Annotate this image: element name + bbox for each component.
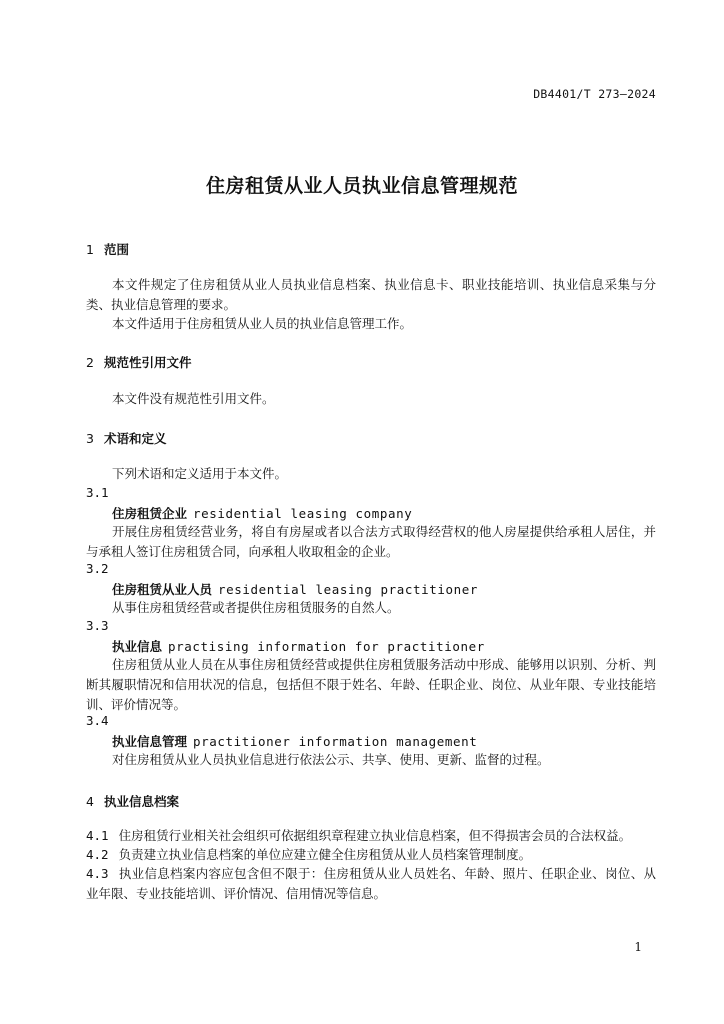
section-number: 1 [86, 242, 94, 257]
term-chinese: 执业信息 [112, 639, 163, 654]
term-english: practising information for practitioner [168, 639, 485, 654]
section-title: 规范性引用文件 [104, 355, 192, 370]
paragraph: 本文件规定了住房租赁从业人员执业信息档案、执业信息卡、职业技能培训、执业信息采集与分类、执业信息管理的要求。 [86, 277, 656, 312]
term-number: 3.4 [86, 713, 109, 728]
term-definition: 从事住房租赁经营或者提供住房租赁服务的自然人。 [112, 600, 400, 615]
section-2-heading [86, 353, 192, 371]
clause-number: 4.1 [86, 828, 109, 843]
standard-code: DB4401/T 273—2024 [533, 87, 656, 101]
term-entry [112, 732, 477, 750]
paragraph: 下列术语和定义适用于本文件。 [112, 466, 288, 481]
clause-number: 4.3 [86, 866, 109, 881]
section-number: 4 [86, 794, 94, 809]
page-number: 1 [634, 940, 642, 954]
section-3-heading [86, 429, 167, 447]
term-entry [112, 580, 478, 598]
term-entry [112, 504, 412, 522]
term-entry [112, 637, 485, 655]
section-number: 2 [86, 355, 94, 370]
paragraph: 本文件适用于住房租赁从业人员的执业信息管理工作。 [112, 316, 413, 331]
clause-text: 住房租赁行业相关社会组织可依据组织章程建立执业信息档案，但不得损害会员的合法权益。 [118, 828, 632, 843]
term-definition: 开展住房租赁经营业务，将自有房屋或者以合法方式取得经营权的他人房屋提供给承租人居住，并与承租人签订住房租赁合同，向承租人收取租金的企业。 [86, 524, 656, 559]
clause-number: 4.2 [86, 847, 109, 862]
term-english: practitioner information management [193, 734, 478, 749]
clause [86, 845, 656, 865]
clause [86, 826, 656, 846]
term-number: 3.2 [86, 561, 109, 576]
paragraph: 本文件没有规范性引用文件。 [112, 391, 275, 406]
term-english: residential leasing company [193, 506, 413, 521]
section-title: 范围 [104, 242, 130, 257]
section-4-heading [86, 792, 179, 810]
section-title: 执业信息档案 [104, 794, 180, 809]
clause-text: 执业信息档案内容应包含但不限于：住房租赁从业人员姓名、年龄、照片、任职企业、岗位、从业年限、专业技能培训、评价情况、信用情况等信息。 [86, 866, 656, 901]
term-chinese: 住房租赁企业 [112, 506, 188, 521]
term-chinese: 执业信息管理 [112, 734, 188, 749]
term-english: residential leasing practitioner [218, 582, 479, 597]
section-1-heading [86, 240, 129, 258]
clause [86, 864, 656, 904]
term-chinese: 住房租赁从业人员 [112, 582, 213, 597]
clause-text: 负责建立执业信息档案的单位应建立健全住房租赁从业人员档案管理制度。 [118, 847, 532, 862]
section-title: 术语和定义 [104, 431, 167, 446]
term-number: 3.3 [86, 618, 109, 633]
document-title: 住房租赁从业人员执业信息管理规范 [205, 175, 518, 197]
term-number: 3.1 [86, 485, 109, 500]
term-definition: 对住房租赁从业人员执业信息进行依法公示、共享、使用、更新、监督的过程。 [112, 752, 550, 767]
term-definition: 住房租赁从业人员在从事住房租赁经营或提供住房租赁服务活动中形成、能够用以识别、分析、判断其履职情况和信用状况的信息，包括但不限于姓名、年龄、任职企业、岗位、从业年限、专业技能培训、评价情况等。 [86, 657, 656, 712]
section-number: 3 [86, 431, 94, 446]
